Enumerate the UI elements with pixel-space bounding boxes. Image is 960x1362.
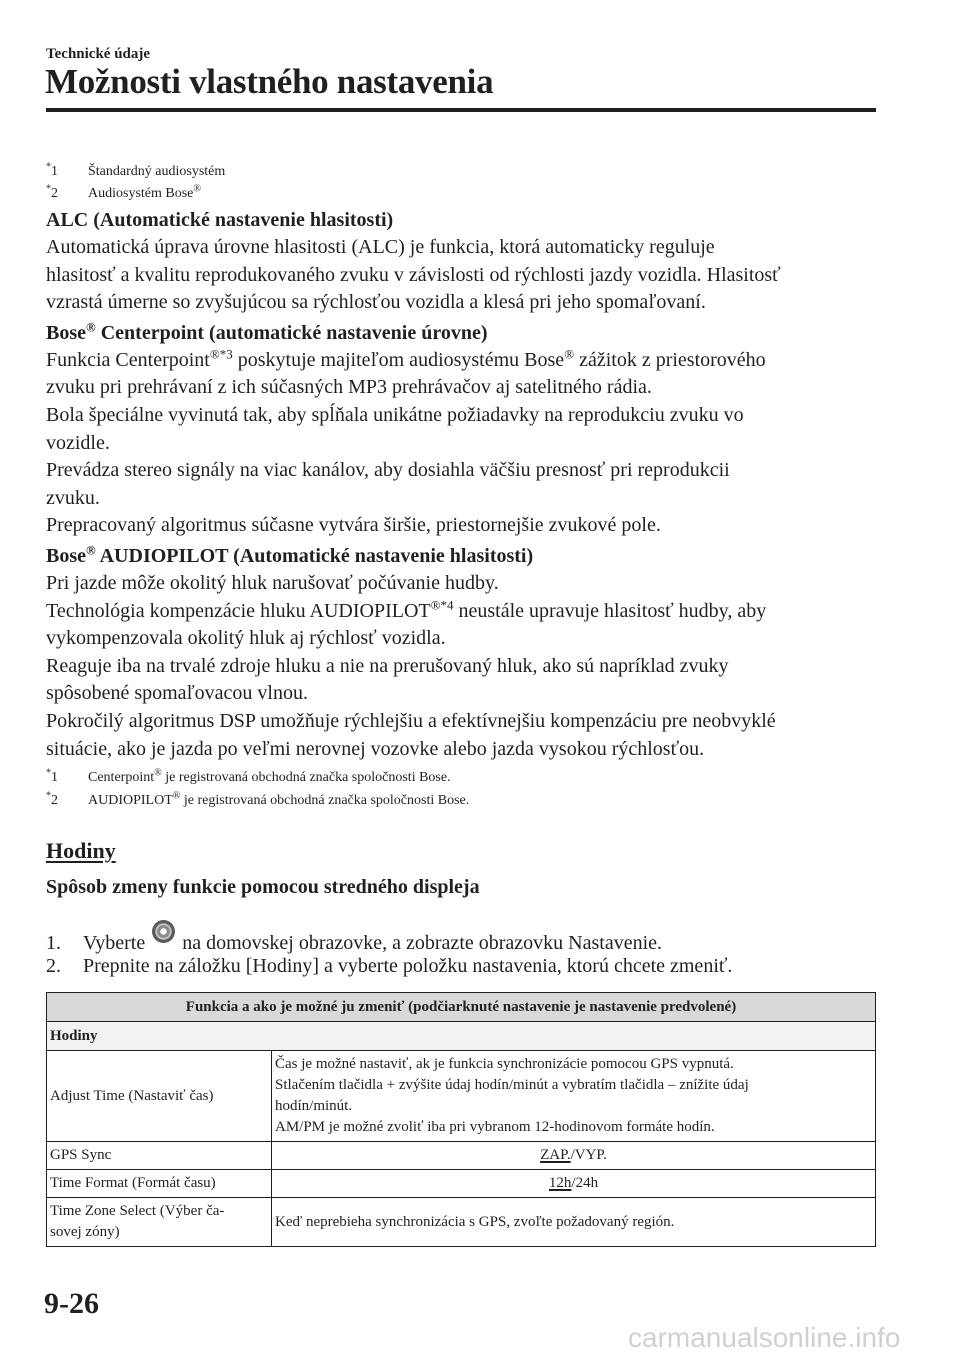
main-content — [46, 206, 886, 812]
title-rule — [46, 108, 876, 112]
top-footnote-1: *1 Štandardný audiosystém — [46, 161, 226, 179]
setting-name-adjust-time: Adjust Time (Nastaviť čas) — [47, 1051, 272, 1142]
centerpoint-paragraph-3: Prevádza stereo signály na viac kanálov, aby dosiahla väčšiu presnosť pri reprodukcii zvuku. — [46, 459, 730, 509]
table-group-label: Hodiny — [47, 1022, 876, 1051]
bottom-footnote-2: *2 AUDIOPILOT® je registrovaná obchodná značka spoločnosti Bose. — [46, 790, 470, 809]
alc-body: Automatická úprava úrovne hlasitosti (ALC) je funkcia, ktorá automaticky reguluje hlasitosť a kvalitu reprodukovaného zvuku v závislosti od rýchlosti jazdy vozidla. Hlasitosť vzrastá úmerne so zvyšujúcou sa rýchlosťou vozidla a klesá pri jeho spomaľovaní. — [46, 236, 781, 314]
table-row — [47, 1051, 876, 1142]
clock-section-heading: Hodiny — [46, 838, 116, 863]
table-header-row — [47, 993, 876, 1022]
audiopilot-paragraph-3: Reaguje iba na trvalé zdroje hluku a nie na prerušovaný hluk, ako sú napríklad zvuky spôsobené spomaľovacou vlnou. — [46, 654, 729, 705]
setting-desc-adjust-time: Čas je možné nastaviť, ak je funkcia synchronizácie pomocou GPS vypnutá. Stlačením tlačidla + zvýšite údaj hodín/minút a vybratím tlačidla – znížite údaj hodín/minút. AM/PM je možné zvoliť iba pri vybranom 12-hodinovom formáte hodín. — [272, 1051, 876, 1142]
section-label: Technické údaje — [46, 46, 151, 62]
table-row — [47, 1142, 876, 1170]
audiopilot-paragraph-2: Technológia kompenzácie hluku $AUDIOPILOT^{®*4}$ neustále upravuje hlasitosť hudby, aby vykompenzovala okolitý hluk aj rýchlosť vozidla. — [46, 596, 767, 650]
setting-name-gps-sync: GPS Sync — [47, 1142, 272, 1170]
clock-subheading: Spôsob zmeny funkcie pomocou stredného displeja — [46, 876, 480, 898]
step-1: 1. Vyberte na domovskej obrazovke, a zobrazte obrazovku Nastavenie. — [46, 928, 662, 955]
centerpoint-paragraph-4: Prepracovaný algoritmus súčasne vytvára širšie, priestornejšie zvukové pole. — [46, 514, 661, 537]
setting-desc-time-zone: Keď neprebieha synchronizácia s GPS, zvoľte požadovaný región. — [272, 1198, 876, 1247]
setting-value-gps-sync: ZAP./VYP. — [272, 1142, 876, 1170]
table-header: Funkcia a ako je možné ju zmeniť (podčiarknuté nastavenie je nastavenie predvolené) — [47, 993, 876, 1022]
audiopilot-paragraph-4: Pokročilý algoritmus DSP umožňuje rýchlejšiu a efektívnejšiu kompenzáciu pre neobvyklé situácie, ako je jazda po veľmi nerovnej vozovke alebo jazda vysokou rýchlosťou. — [46, 709, 776, 760]
watermark: carmanualsonline.info — [628, 1322, 901, 1353]
centerpoint-paragraph-2: Bola špeciálne vyvinutá tak, aby spĺňala unikátne požiadavky na reprodukciu zvuku vo vozidle. — [46, 403, 744, 454]
audiopilot-heading: Bose® AUDIOPILOT (Automatické nastavenie hlasitosti) — [46, 542, 534, 567]
step-2: 2. Prepnite na záložku [Hodiny] a vyberte položku nastavenia, ktorú chcete zmeniť. — [46, 955, 733, 977]
audiopilot-paragraph-1: Pri jazde môže okolitý hluk narušovať počúvanie hudby. — [46, 571, 499, 594]
table-row — [47, 1198, 876, 1247]
page-number: 9-26 — [44, 1287, 99, 1320]
bottom-footnote-1: *1 Centerpoint® je registrovaná obchodná značka spoločnosti Bose. — [46, 767, 451, 786]
settings-gear-icon — [152, 920, 175, 943]
table-group-row — [47, 1022, 876, 1051]
centerpoint-heading: Bose® Centerpoint (automatické nastavenie úrovne) — [46, 319, 488, 344]
table-row — [47, 1170, 876, 1198]
centerpoint-paragraph-1: Funkcia Centerpoint$^{®*3}$ poskytuje majiteľom audiosystému Bose® zážitok z priestorového zvuku pri prehrávaní z ich súčasných MP3 prehrávačov aj satelitného rádia. — [46, 346, 766, 399]
clock-settings-table — [46, 992, 876, 1247]
setting-name-time-zone: Time Zone Select (Výber ča- sovej zóny) — [47, 1198, 272, 1247]
alc-heading: ALC (Automatické nastavenie hlasitosti) — [46, 209, 394, 231]
top-footnote-2: *2 Audiosystém Bose® — [46, 183, 201, 201]
page-title: Možnosti vlastného nastavenia — [45, 62, 494, 101]
setting-name-time-format: Time Format (Formát času) — [47, 1170, 272, 1198]
setting-value-time-format: 12h/24h — [272, 1170, 876, 1198]
